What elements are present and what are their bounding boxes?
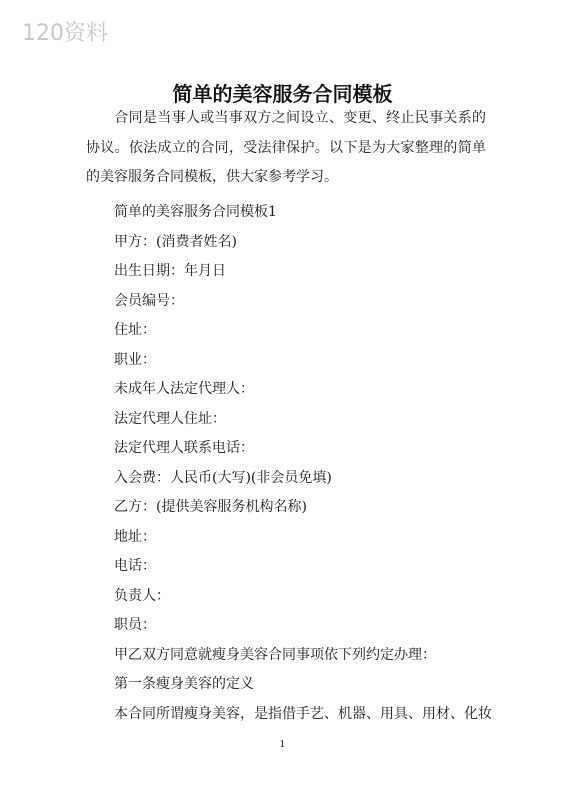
line-b-address: 地址： (114, 528, 156, 545)
document-title: 简单的美容服务合同模板 (172, 82, 393, 106)
line-membership-fee: 入会费：人民币(大写)(非会员免填) (114, 469, 332, 486)
line-party-a: 甲方：(消费者姓名) (114, 233, 237, 250)
line-member-number: 会员编号： (114, 292, 184, 309)
line-occupation: 职业： (114, 351, 156, 368)
line-article-one-body: 本合同所谓瘦身美容，是指借手艺、机器、用具、用材、化妆 (114, 706, 492, 722)
line-b-phone: 电话： (114, 558, 156, 574)
contract-lines (114, 198, 436, 700)
line-party-b: 乙方：(提供美容服务机构名称) (114, 499, 307, 515)
line-agreement: 甲乙双方同意就瘦身美容合同事项依下列约定办理： (114, 646, 436, 663)
intro-paragraph (86, 104, 486, 193)
intro-text: 合同是当事人或当事双方之间设立、变更、终止民事关系的协议。依法成立的合同，受法律保护。以下是为大家整理的简单的美容服务合同模板，供大家参考学习。 (86, 110, 486, 185)
line-article-one: 第一条瘦身美容的定义 (114, 676, 254, 692)
page-number: 1 (279, 740, 286, 750)
line-staff: 职员： (114, 617, 156, 633)
line-guardian-phone: 法定代理人联系电话： (114, 440, 254, 456)
line-person-in-charge: 负责人： (114, 587, 170, 604)
watermark-logo: 120资料 (22, 21, 108, 46)
line-guardian: 未成年人法定代理人： (114, 381, 254, 397)
line-template-heading: 简单的美容服务合同模板1 (114, 204, 277, 220)
line-birth-date: 出生日期：年月日 (114, 263, 226, 279)
line-address: 住址： (114, 322, 156, 338)
line-guardian-address: 法定代理人住址： (114, 410, 226, 427)
